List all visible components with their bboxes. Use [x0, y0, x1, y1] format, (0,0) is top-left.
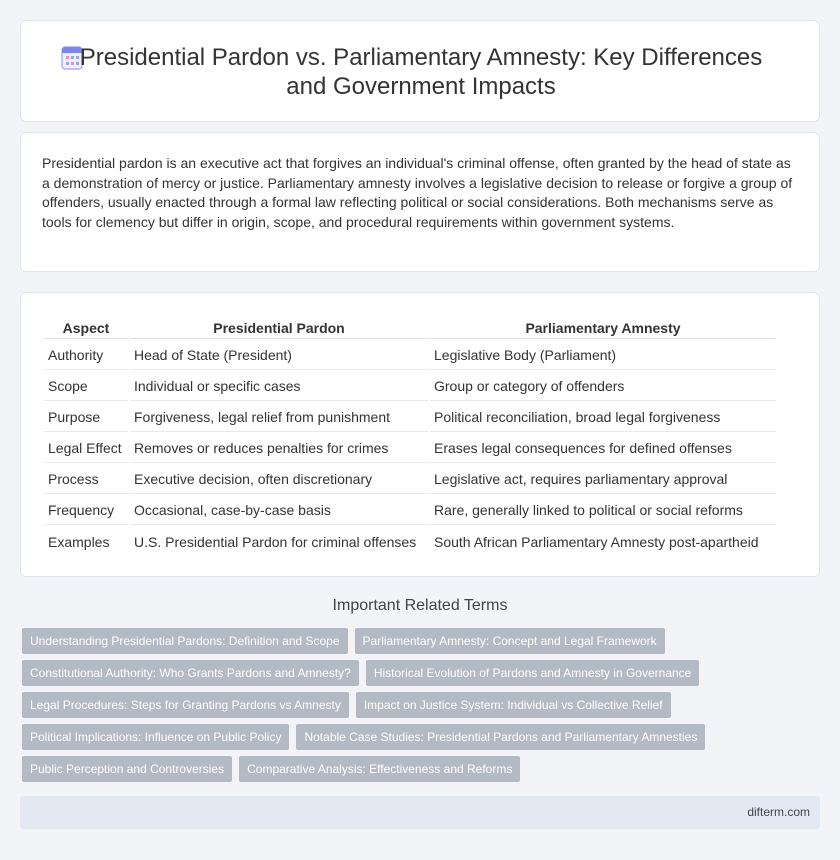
table-cell: Legal Effect [44, 434, 128, 463]
table-cell: Political reconciliation, broad legal forgiveness [430, 403, 776, 432]
comparison-table [42, 315, 778, 558]
table-cell: U.S. Presidential Pardon for criminal offenses [134, 533, 417, 550]
footer-site-link[interactable]: difterm.com [747, 805, 810, 819]
page-title: Presidential Pardon vs. Parliamentary Amnesty: Key Differences and Government Impacts [79, 44, 763, 100]
table-cell: Erases legal consequences for defined offenses [430, 434, 776, 463]
column-header-parliamentary-amnesty: Parliamentary Amnesty [430, 317, 776, 339]
table-cell: Forgiveness, legal relief from punishment [130, 403, 428, 432]
table-cell: Frequency [44, 496, 128, 525]
column-header-aspect: Aspect [44, 317, 128, 339]
table-row [44, 496, 776, 525]
table-cell: Legislative Body (Parliament) [430, 341, 776, 370]
tag-row [22, 724, 812, 750]
related-term-link[interactable]: Notable Case Studies: Presidential Pardons and Parliamentary Amnesties [296, 724, 705, 750]
table-cell: Group or category of offenders [430, 372, 776, 401]
related-term-link[interactable]: Historical Evolution of Pardons and Amnesty in Governance [366, 660, 700, 686]
table-cell: Individual or specific cases [130, 372, 428, 401]
header-card [20, 20, 820, 122]
tag-row [22, 692, 812, 718]
footer-bar [20, 796, 820, 829]
related-terms-title: Important Related Terms [332, 597, 508, 614]
intro-card [20, 132, 820, 272]
related-term-link[interactable]: Impact on Justice System: Individual vs Collective Relief [356, 692, 671, 718]
tag-row [22, 628, 812, 654]
table-cell: Head of State (President) [130, 341, 428, 370]
table-cell: Examples [48, 533, 110, 550]
column-header-presidential-pardon: Presidential Pardon [130, 317, 428, 339]
table-cell: Scope [44, 372, 128, 401]
table-cell: Authority [44, 341, 128, 370]
related-term-link[interactable]: Political Implications: Influence on Public Policy [22, 724, 289, 750]
related-term-link[interactable]: Understanding Presidential Pardons: Definition and Scope [22, 628, 348, 654]
tag-row [22, 660, 812, 686]
comparison-table-card [20, 292, 820, 577]
table-cell: South African Parliamentary Amnesty post-apartheid [434, 533, 759, 550]
table-cell: Occasional, case-by-case basis [130, 496, 428, 525]
table-cell: Purpose [44, 403, 128, 432]
related-terms-list [22, 628, 812, 788]
related-term-link[interactable]: Parliamentary Amnesty: Concept and Legal Framework [355, 628, 665, 654]
related-term-link[interactable]: Legal Procedures: Steps for Granting Pardons vs Amnesty [22, 692, 349, 718]
related-term-link[interactable]: Comparative Analysis: Effectiveness and Reforms [239, 756, 520, 782]
related-term-link[interactable]: Constitutional Authority: Who Grants Pardons and Amnesty? [22, 660, 359, 686]
table-row [44, 341, 776, 370]
tag-row [22, 756, 812, 782]
related-term-link[interactable]: Public Perception and Controversies [22, 756, 232, 782]
table-row [44, 372, 776, 401]
table-cell: Removes or reduces penalties for crimes [130, 434, 428, 463]
table-cell: Rare, generally linked to political or social reforms [430, 496, 776, 525]
table-header-row [44, 317, 776, 339]
table-row [44, 465, 776, 494]
table-row [44, 527, 776, 556]
table-cell: Executive decision, often discretionary [130, 465, 428, 494]
intro-paragraph: Presidential pardon is an executive act that forgives an individual's criminal offense, often granted by the head of state as a demonstration of mercy or justice. Parliamentary amnesty involves a legislative decision to release or forgive a group of offenders, usually enacted through a formal law reflecting political or social considerations. Both mechanisms serve as tools for clemency but differ in origin, scope, and procedural requirements within government systems. [42, 155, 793, 230]
table-cell: Legislative act, requires parliamentary approval [430, 465, 776, 494]
table-cell: Process [44, 465, 128, 494]
table-row [44, 403, 776, 432]
table-row [44, 434, 776, 463]
